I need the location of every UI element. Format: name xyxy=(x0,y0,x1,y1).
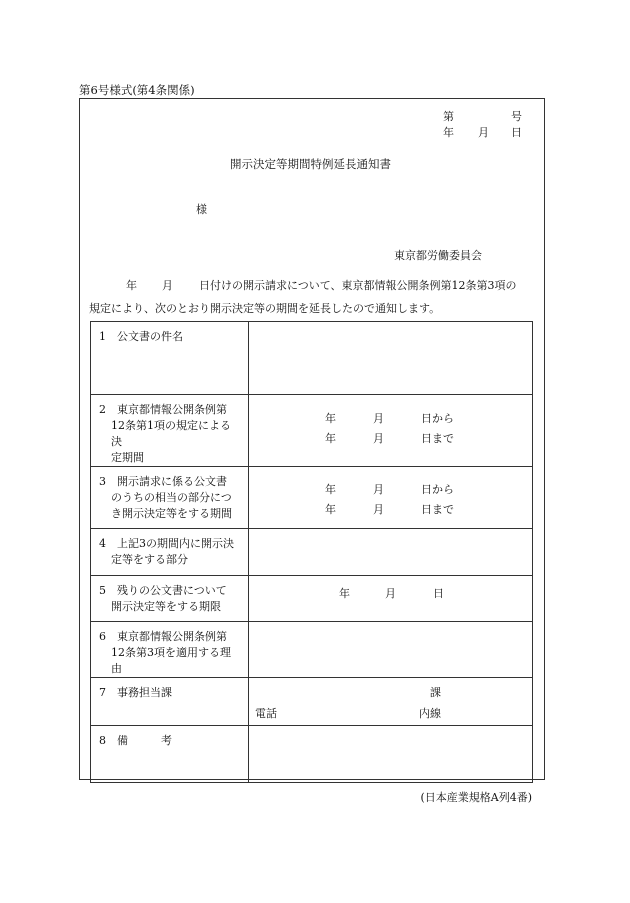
table-row xyxy=(91,576,533,622)
office-extension-label: 内線 xyxy=(419,707,441,720)
partial-portion-value xyxy=(249,529,533,576)
row-label: 2 東京都情報公開条例第 12条第1項の規定による決 定期間 xyxy=(91,395,249,467)
row-label: 1 公文書の件名 xyxy=(91,322,249,395)
issuer-name: 東京都労働委員会 xyxy=(394,249,482,262)
paper-size-note: (日本産業規格A列4番) xyxy=(420,791,532,804)
table-row xyxy=(91,622,533,678)
table-row xyxy=(91,529,533,576)
decision-period-value: 年 月 日から 年 月 日まで xyxy=(249,395,533,467)
form-number-label: 第6号様式(第4条関係) xyxy=(79,83,195,97)
remaining-deadline-value: 年 月 日 xyxy=(249,576,533,622)
remarks-value xyxy=(249,726,533,783)
table-row xyxy=(91,467,533,529)
row-label: 5 残りの公文書について 開示決定等をする期限 xyxy=(91,576,249,622)
office-value xyxy=(249,678,533,726)
details-table xyxy=(90,321,533,783)
table-row xyxy=(91,678,533,726)
number-dai: 第 xyxy=(443,110,454,123)
table-row xyxy=(91,395,533,467)
table-row xyxy=(91,726,533,783)
date-month: 月 xyxy=(478,126,489,139)
row-label: 8 備 考 xyxy=(91,726,249,783)
row-label: 4 上記3の期間内に開示決 定等をする部分 xyxy=(91,529,249,576)
table-row xyxy=(91,322,533,395)
document-title: 開示決定等期間特例延長通知書 xyxy=(230,157,391,171)
date-year: 年 xyxy=(443,126,454,139)
reason-value xyxy=(249,622,533,678)
office-ka: 課 xyxy=(430,686,441,699)
row-label: 7 事務担当課 xyxy=(91,678,249,726)
subject-value xyxy=(249,322,533,395)
number-go: 号 xyxy=(511,110,522,123)
intro-line1: 日付けの開示請求について、東京都情報公開条例第12条第3項の xyxy=(199,279,517,292)
office-phone-label: 電話 xyxy=(255,707,277,720)
row-label: 6 東京都情報公開条例第 12条第3項を適用する理由 xyxy=(91,622,249,678)
intro-line2: 規定により、次のとおり開示決定等の期間を延長したので通知します。 xyxy=(89,302,441,315)
intro-month: 月 xyxy=(162,279,173,292)
partial-period-value: 年 月 日から 年 月 日まで xyxy=(249,467,533,529)
intro-year: 年 xyxy=(126,279,137,292)
row-label: 3 開示請求に係る公文書 のうちの相当の部分につ き開示決定等をする期間 xyxy=(91,467,249,529)
date-day: 日 xyxy=(511,126,522,139)
recipient-sama: 様 xyxy=(196,203,207,216)
